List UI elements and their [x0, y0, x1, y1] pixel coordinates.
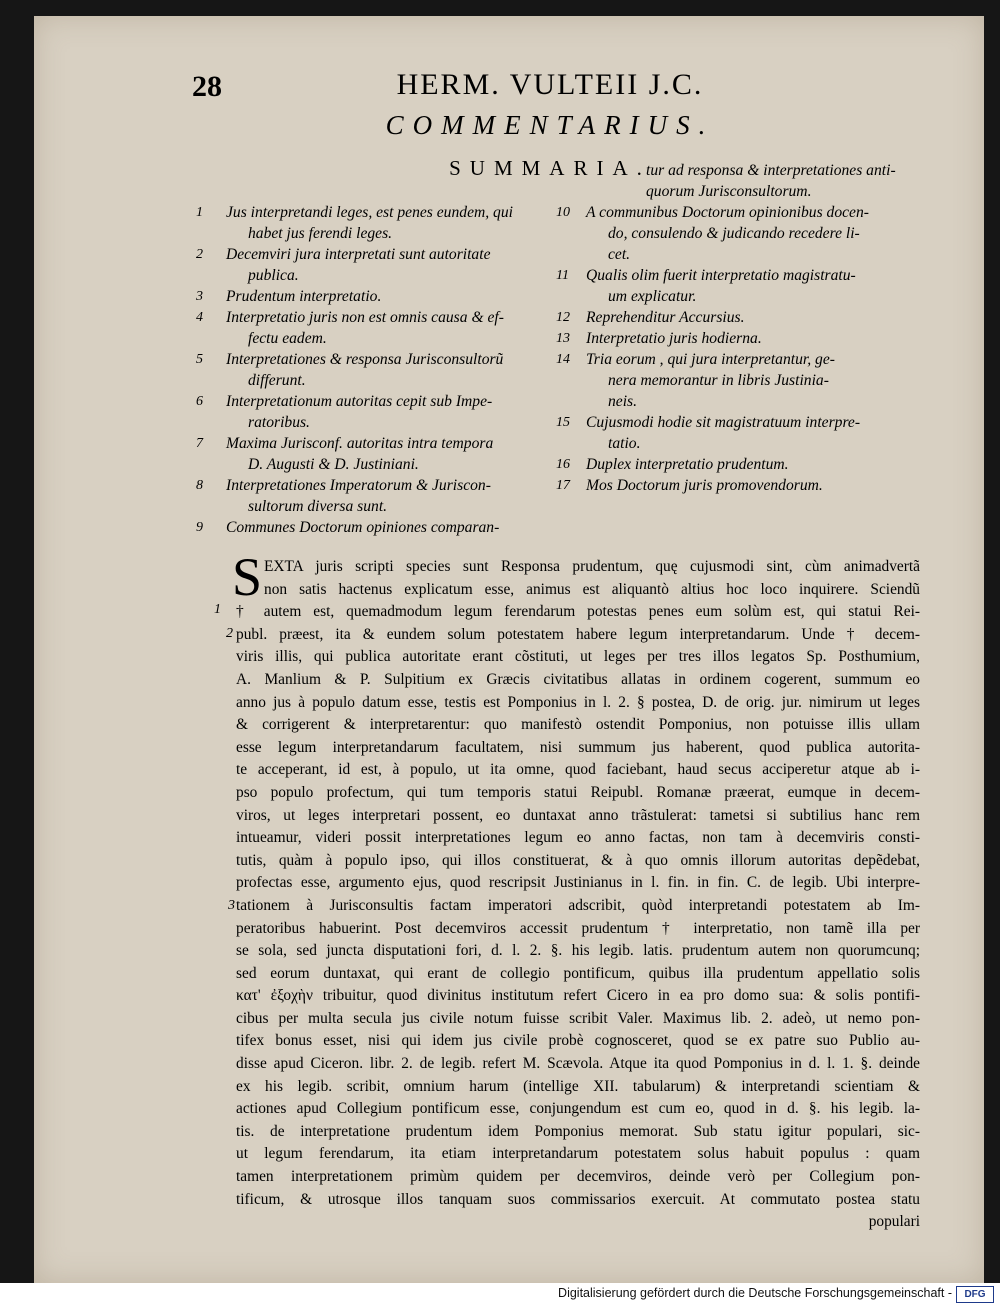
body-line: & corrigerent & interpretarentur: quo manifestò ostendit Pomponius, non potuisse illis ullam	[236, 716, 920, 734]
summaria-item-line: Interpretatio juris hodierna.	[586, 330, 762, 347]
body-line: A. Manlium & P. Sulpitium ex Græcis civitatibus allatas in ordinem cogerent, summum eo	[236, 670, 920, 688]
summaria-item-line: Mos Doctorum juris promovendorum.	[586, 477, 823, 494]
summaria-item-number: 14	[556, 352, 570, 367]
summaria-item-line: Qualis olim fuerit interpretatio magistratu-	[586, 267, 856, 284]
summaria-item	[196, 307, 578, 349]
body-line: anno jus à populo datum esse, testis est Pomponius in l. 2. § postea, D. de orig. jur. nimirum ut leges	[236, 693, 920, 711]
summaria-heading: SUMMARIA.	[449, 156, 651, 180]
summaria-item-line: cet.	[608, 246, 631, 263]
body-line: ut legum ferendarum, ita etiam interpretandarum potestatem solus habuit populus : quam	[236, 1145, 920, 1163]
summaria-item-line: differunt.	[248, 372, 306, 389]
summaria-item-number: 5	[196, 352, 203, 367]
summaria-item-number: 13	[556, 331, 570, 346]
body-line: pso populo profectum, qui tum temporis statui Reipubl. Romanæ præerat, eumque in decem-	[236, 783, 920, 801]
margin-number: 3	[228, 898, 235, 913]
body-line: EXTA juris scripti species sunt Responsa prudentum, quę cujusmodi sint, cùm animadvertã	[264, 558, 920, 575]
summaria-item-line: Prudentum interpretatio.	[226, 288, 382, 305]
summaria-item	[556, 265, 916, 307]
summaria-item	[556, 202, 916, 265]
margin-number: 2	[226, 626, 233, 641]
body-line: se sola, sed juncta disputationi fori, d. l. 2. §. his legib. latis. prudentum autem non quorumcunq;	[236, 942, 920, 960]
summaria-item-line: publica.	[248, 267, 299, 284]
body-line: tationem à Jurisconsultis factam imperatori adscribit, quòd interpretandi potestatem ab Im-	[236, 896, 920, 914]
body-line: viris illis, qui publica autoritate erant cõstituti, ut leges per tres illos legatos Sp. Posthumium,	[236, 648, 920, 666]
page-subtitle: COMMENTARIUS.	[385, 110, 715, 140]
summaria-item-number: 10	[556, 205, 570, 220]
body-line: sed eorum duntaxat, qui erant de collegio pontificum, quibus illa prudentum appellatio solis	[236, 964, 920, 982]
body-line: te acceperant, id est, à populo, ut ita omne, quod faciebant, haud secus acciperetur atque ab i-	[236, 761, 920, 779]
body-line: disse apud Ciceron. libr. 2. de legib. refert M. Scævola. Atque ita quod Pomponius in d. l. 1. §. deinde	[236, 1055, 920, 1073]
summaria-item	[556, 307, 916, 328]
footer-credit: Digitalisierung gefördert durch die Deutsche Forschungsgemeinschaft -	[558, 1286, 952, 1300]
summaria-item-line: do, consulendo & judicando recedere li-	[608, 225, 860, 242]
summaria-item-number: 8	[196, 478, 203, 493]
summaria-item	[556, 328, 916, 349]
summaria-item-line: Duplex interpretatio prudentum.	[586, 456, 789, 473]
summaria-item-line: A communibus Doctorum opinionibus docen-	[586, 204, 869, 221]
summaria-item-line: sultorum diversa sunt.	[248, 498, 388, 515]
summaria-item-number: 7	[196, 436, 203, 451]
folio-number: 28	[192, 70, 222, 103]
summaria-item-line: Reprehenditur Accursius.	[586, 309, 745, 326]
summaria-item-line: Interpretatio juris non est omnis causa & ef-	[226, 309, 504, 326]
summaria-item-line: Communes Doctorum opiniones comparan-	[226, 519, 500, 536]
summaria-item-number: 4	[196, 310, 203, 325]
body-line: tificum, & utrosque illos tanquam suos commissarios exercuit. At commutato postea statu	[236, 1190, 920, 1208]
summaria-item-number: 16	[556, 457, 570, 472]
summaria-left-column	[196, 202, 578, 538]
body-line: cibus per multa secula jus civile notum fuisse scribit Valer. Maximus lib. 2. adeò, ut nemo pon-	[236, 1009, 920, 1027]
summaria-item-line: um explicatur.	[608, 288, 697, 305]
body-line: † autem est, quemadmodum legum ferendarum potestas penes eum solùm est, qui statui Rei-	[236, 603, 920, 621]
summaria-item-line: Interpretationes & responsa Jurisconsultorũ	[226, 351, 504, 368]
summaria-item-number: 6	[196, 394, 203, 409]
summaria-item-number: 2	[196, 247, 203, 262]
summaria-item	[196, 286, 578, 307]
summaria-item-line: ratoribus.	[248, 414, 310, 431]
summaria-item-number: 17	[556, 478, 570, 493]
summaria-item-line: fectu eadem.	[248, 330, 327, 347]
summaria-item-line: quorum Jurisconsultorum.	[646, 183, 812, 200]
summaria-item	[196, 517, 578, 538]
body-line: tis. de interpretatione prudentum idem Pomponius memorat. Sub statu igitur populari, sic-	[236, 1122, 920, 1140]
body-line: intueamur, videri possit interpretationes legum eo anno factas, non tam à decemviris consti-	[236, 829, 920, 847]
summaria-item-number: 3	[196, 289, 203, 304]
summaria-item-number: 11	[556, 268, 569, 283]
body-line: peratoribus habuerint. Post decemviros accessit prudentum † interpretatio, non tamẽ illa per	[236, 919, 920, 937]
summaria-item	[196, 244, 578, 286]
summaria-item-number: 1	[196, 205, 203, 220]
margin-number: 1	[214, 602, 221, 617]
body-line: publ. præest, ita & eundem solum potestatem habere legum interpretandarum. Unde † decem-	[236, 625, 920, 643]
summaria-item-line: habet jus ferendi leges.	[248, 225, 393, 242]
summaria-item	[556, 412, 916, 454]
body-line: non satis hactenus explicatum esse, animus est aliquantò altius hoc loco inquirere. Sciendũ	[264, 580, 920, 598]
summaria-item	[196, 349, 578, 391]
body-text	[236, 556, 920, 1234]
body-line: populari	[868, 1213, 920, 1231]
summaria-item-line: Interpretationes Imperatorum & Juriscon-	[226, 477, 491, 494]
summaria-item-number: 15	[556, 415, 570, 430]
body-line: κατ' ἐξοχὴν tribuitur, quod divinitus institutum refert Cicero in ea pro domo sua: & solis pontifi-	[236, 987, 920, 1005]
summaria-item-line: neis.	[608, 393, 638, 410]
summaria-right-column	[556, 160, 916, 496]
body-line: ex his legib. scribit, omnium harum (intellige XII. tabularum) & interpretandi scientiam &	[236, 1077, 920, 1095]
body-line: tifex bonus esset, nisi qui idem jus civile probè cognosceret, quod se ex patre suo Publio au-	[236, 1032, 920, 1050]
drop-cap: S	[232, 547, 263, 607]
summaria-item-line: Cujusmodi hodie sit magistratuum interpre-	[586, 414, 861, 431]
summaria-item-line: Maxima Jurisconf. autoritas intra tempora	[226, 435, 494, 452]
summaria-item-line: tur ad responsa & interpretationes anti-	[646, 162, 896, 179]
body-line: profectas esse, argumento ejus, quod rescripsit Justinianus in l. fin. in fin. C. de legib. Ubi interpre-	[236, 874, 920, 892]
body-line: esse legum interpretandarum facultatem, nisi summum jus haberent, quod publica autorita-	[236, 738, 920, 756]
footer-bar	[0, 1283, 1000, 1305]
summaria-item	[556, 475, 916, 496]
summaria-item-line: Decemviri jura interpretati sunt autoritate	[226, 246, 491, 263]
summaria-item	[556, 454, 916, 475]
dfg-logo-icon[interactable]: DFG	[956, 1286, 994, 1303]
running-head: HERM. VULTEII J.C.	[396, 68, 704, 101]
summaria-item-line: Tria eorum , qui jura interpretantur, ge-	[586, 351, 835, 368]
summaria-item-number: 12	[556, 310, 570, 325]
summaria-item-number: 9	[196, 520, 203, 535]
body-line: tutis, quàm à populo ipso, qui illos constituerat, & à quo omnis illorum autoritas depẽdebat,	[236, 851, 920, 869]
summaria-item	[196, 433, 578, 475]
summaria-item-line: Interpretationum autoritas cepit sub Impe-	[226, 393, 493, 410]
summaria-item-line: tatio.	[608, 435, 641, 452]
summaria-item	[556, 160, 916, 202]
body-line: actiones apud Collegium pontificum esse, conjungendum est cum eo, quod in d. §. his legib. la-	[236, 1100, 920, 1118]
summaria-item-line: D. Augusti & D. Justiniani.	[248, 456, 419, 473]
summaria-item-line: nera memorantur in libris Justinia-	[608, 372, 829, 389]
summaria-item	[196, 475, 578, 517]
body-line: viros, ut leges interpretari possent, eo duntaxat anno trãstulerat: tametsi si subtilius hanc rem	[236, 806, 920, 824]
summaria-item-line: Jus interpretandi leges, est penes eundem, qui	[226, 204, 513, 221]
body-line: tamen interpretationem primùm quidem per decemviros, deinde verò per Collegium pon-	[236, 1168, 920, 1186]
summaria-item	[196, 391, 578, 433]
summaria-item	[196, 202, 578, 244]
summaria-item	[556, 349, 916, 412]
